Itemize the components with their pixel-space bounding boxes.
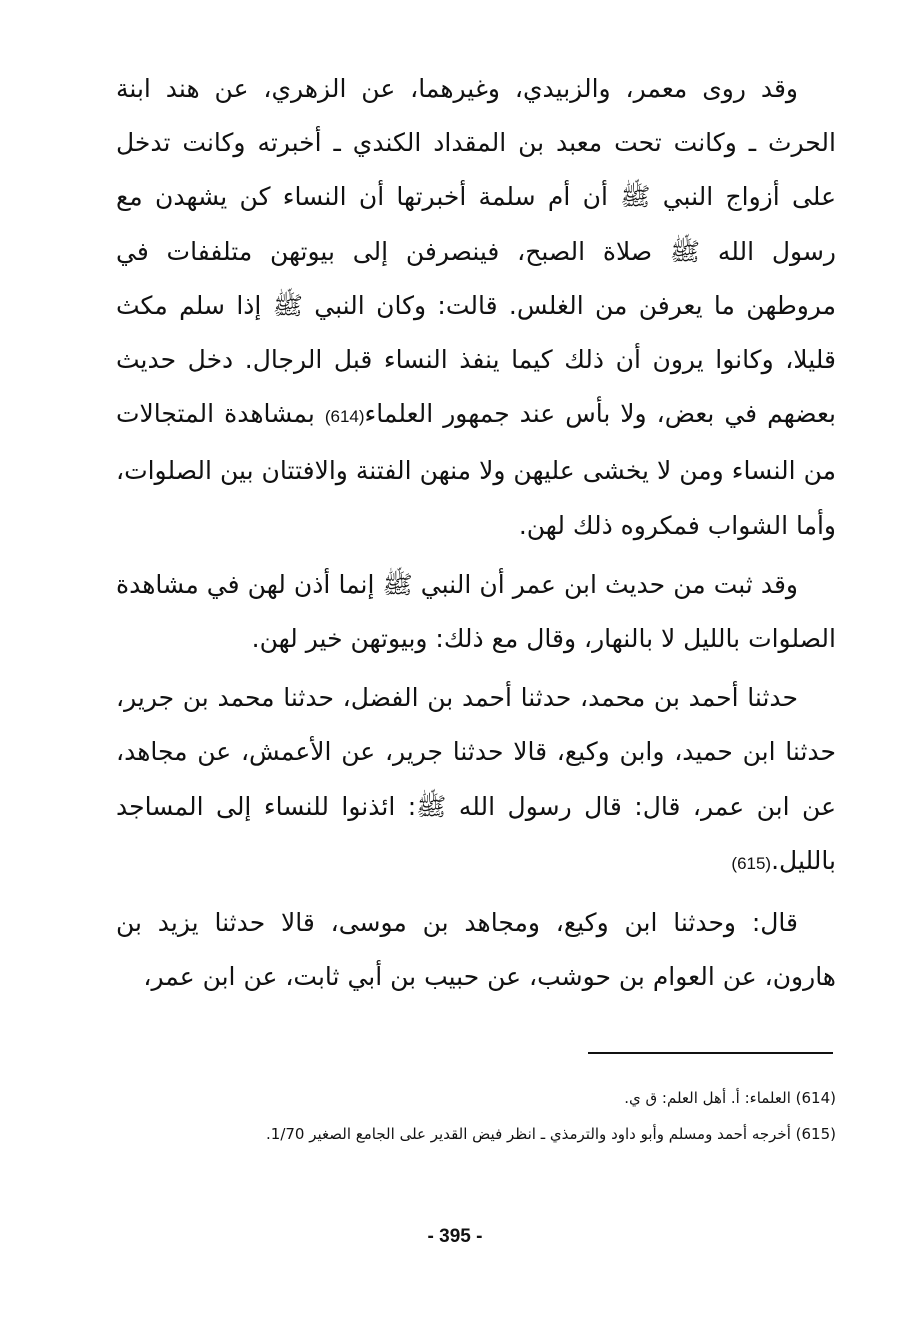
footnote-614: (614) العلماء: أ. أهل العلم: ق ي.: [624, 1089, 836, 1107]
paragraph-4-text: قال: وحدثنا ابن وكيع، ومجاهد بن موسى، قالا حدثنا يزيد بن هارون، عن العوام بن حوشب، عن حبيب بن أبي ثابت، عن ابن عمر،: [116, 908, 836, 992]
footnote-separator: [588, 1052, 833, 1054]
paragraph-2-text: وقد ثبت من حديث ابن عمر أن النبي ﷺ إنما أذن لهن في مشاهدة الصلوات بالليل لا بالنهار، وقال مع ذلك: وبيوتهن خير لهن.: [116, 569, 836, 654]
paragraph-1: [116, 62, 836, 553]
paragraph-1-text: وقد روى معمر، والزبيدي، وغيرهما، عن الزهري، عن هند ابنة الحرث ـ وكانت تحت معبد بن المقداد الكندي ـ أخبرته وكانت تدخل على أزواج النبي ﷺ أن أم سلمة أخبرتها أن النساء كن يشهدن مع رسول الله ﷺ صلاة الصبح، فينصرفن إلى بيوتهن متلففات في مروطهن ما يعرفن من الغلس. قالت: وكان النبي ﷺ إذا سلم مكث قليلا، وكانوا يرون أن ذلك كيما ينفذ النساء قبل الرجال. دخل حديث بعضهم في بعض، ولا بأس عند جمهور العلماء: [116, 74, 836, 429]
paragraph-3: [116, 671, 836, 891]
paragraph-3-text: حدثنا أحمد بن محمد، حدثنا أحمد بن الفضل، حدثنا محمد بن جرير، حدثنا ابن حميد، وابن وكيع، قالا حدثنا جرير، عن الأعمش، عن مجاهد، عن ابن عمر، قال: قال رسول الله ﷺ: ائذنوا للنساء إلى المساجد بالليل.: [116, 683, 836, 875]
footnote-615: (615) أخرجه أحمد ومسلم وأبو داود والترمذي ـ انظر فيض القدير على الجامع الصغير 1/70.: [266, 1125, 836, 1143]
footnote-ref-615: (615): [731, 853, 772, 873]
page-number: - 395 -: [427, 1226, 483, 1247]
paragraph-1-text-end: بمشاهدة المتجالات من النساء ومن لا يخشى عليهن ولا منهن الفتنة والافتتان بين الصلوات، وأما الشواب فمكروه ذلك لهن.: [116, 399, 836, 540]
footnotes: [150, 1080, 836, 1152]
footnote-ref-614: (614): [324, 407, 365, 427]
main-text: [116, 62, 836, 1009]
paragraph-2: [116, 558, 836, 666]
paragraph-4: [116, 896, 836, 1004]
